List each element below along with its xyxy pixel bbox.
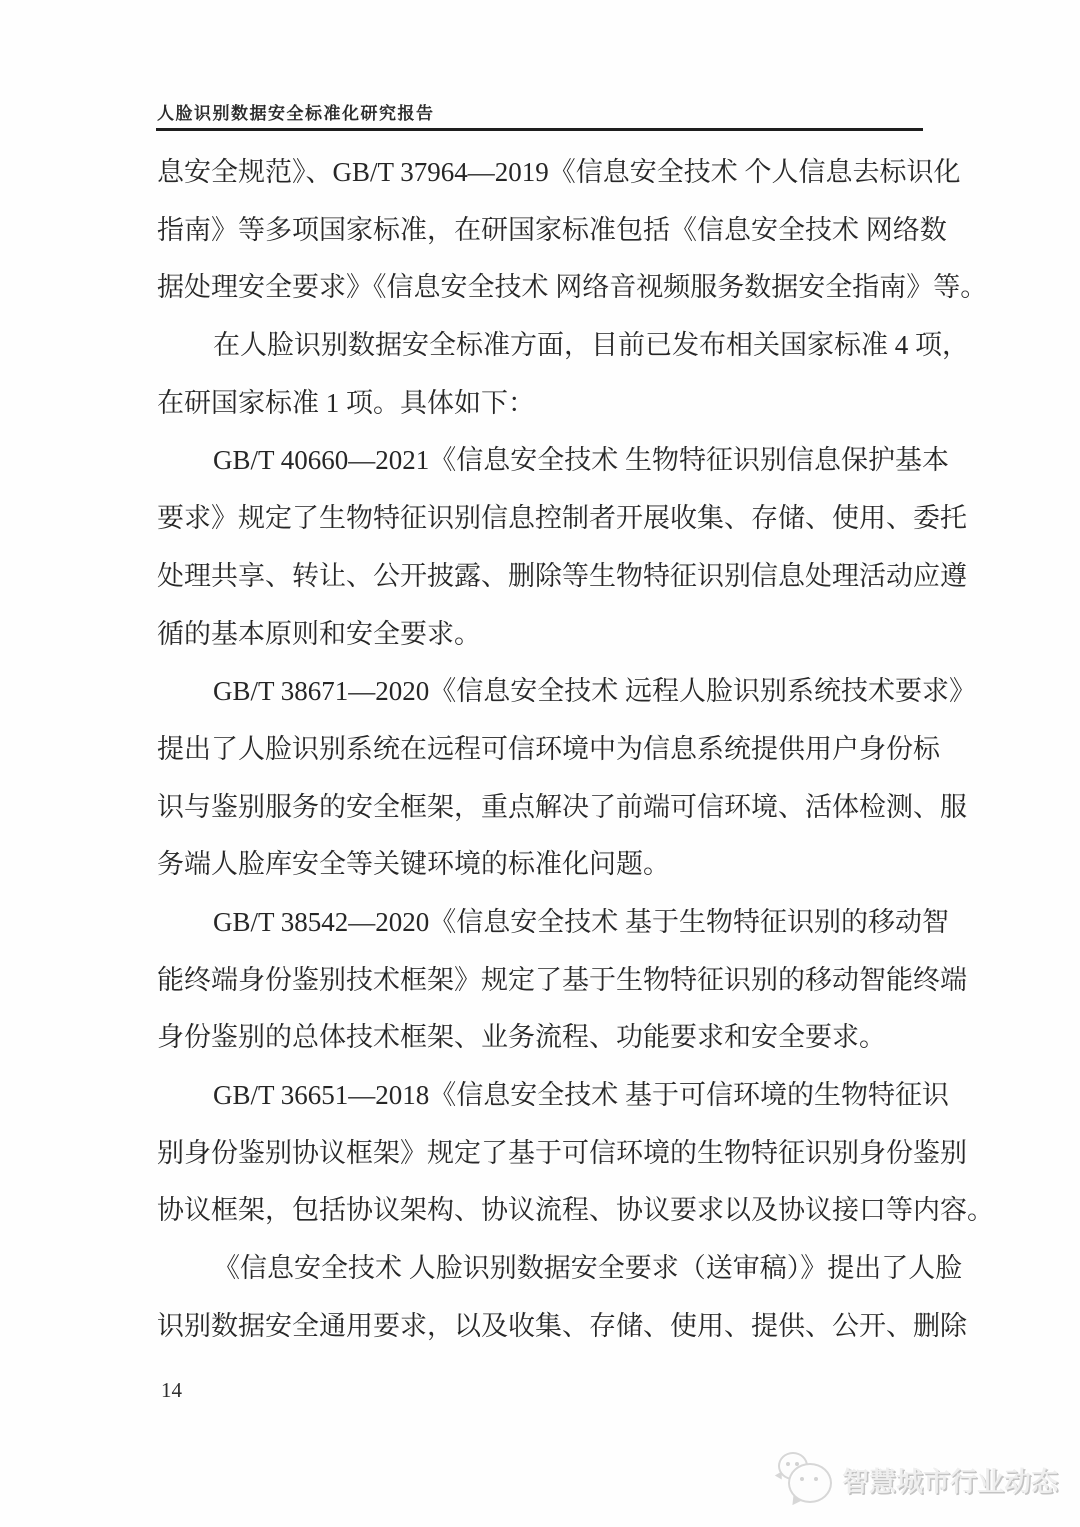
body-line: 要求》规定了生物特征识别信息控制者开展收集、存储、使用、委托 — [157, 503, 967, 534]
body-line: 息安全规范》、GB/T 37964—2019《信息安全技术 个人信息去标识化 — [157, 157, 961, 187]
body-line: 指南》等多项国家标准，在研国家标准包括《信息安全技术 网络数 — [157, 214, 947, 245]
body-line: 提出了人脸识别系统在远程可信环境中为信息系统提供用户身份标 — [157, 733, 940, 764]
body-line: 在人脸识别数据安全标准方面，目前已发布相关国家标准 4 项， — [213, 330, 969, 361]
body-text-block — [157, 144, 994, 1355]
body-line: 务端人脸库安全等关键环境的标准化问题。 — [157, 849, 670, 880]
body-line: GB/T 38671—2020《信息安全技术 远程人脸识别系统技术要求》 — [213, 676, 977, 707]
body-line: 《信息安全技术 人脸识别数据安全要求（送审稿）》提出了人脸 — [213, 1253, 963, 1284]
body-line: 识与鉴别服务的安全框架，重点解决了前端可信环境、活体检测、服 — [157, 791, 967, 822]
body-line: 识别数据安全通用要求，以及收集、存储、使用、提供、公开、删除 — [157, 1310, 967, 1341]
body-line: 协议框架，包括协议架构、协议流程、协议要求以及协议接口等内容。 — [157, 1195, 994, 1226]
wechat-icon — [772, 1447, 842, 1511]
body-line: 在研国家标准 1 项。具体如下： — [157, 387, 535, 418]
body-line: 身份鉴别的总体技术框架、业务流程、功能要求和安全要求。 — [157, 1022, 886, 1053]
body-line: 能终端身份鉴别技术框架》规定了基于生物特征识别的移动智能终端 — [157, 964, 967, 995]
watermark-label: 智慧城市行业动态 — [842, 1466, 1058, 1497]
body-line: GB/T 38542—2020《信息安全技术 基于生物特征识别的移动智 — [213, 906, 950, 937]
body-line: 循的基本原则和安全要求。 — [157, 618, 481, 649]
body-line: 处理共享、转让、公开披露、删除等生物特征识别信息处理活动应遵 — [157, 560, 967, 591]
watermark — [772, 1446, 1072, 1512]
body-line: GB/T 40660—2021《信息安全技术 生物特征识别信息保护基本 — [213, 445, 950, 476]
body-line: 别身份鉴别协议框架》规定了基于可信环境的生物特征识别身份鉴别 — [157, 1137, 967, 1168]
page-number: 14 — [161, 1378, 182, 1402]
header-rule — [156, 128, 923, 131]
running-head-title: 人脸识别数据安全标准化研究报告 — [157, 104, 435, 123]
body-line: 据处理安全要求》《信息安全技术 网络音视频服务数据安全指南》等。 — [157, 272, 988, 303]
body-line: GB/T 36651—2018《信息安全技术 基于可信环境的生物特征识 — [213, 1080, 950, 1110]
